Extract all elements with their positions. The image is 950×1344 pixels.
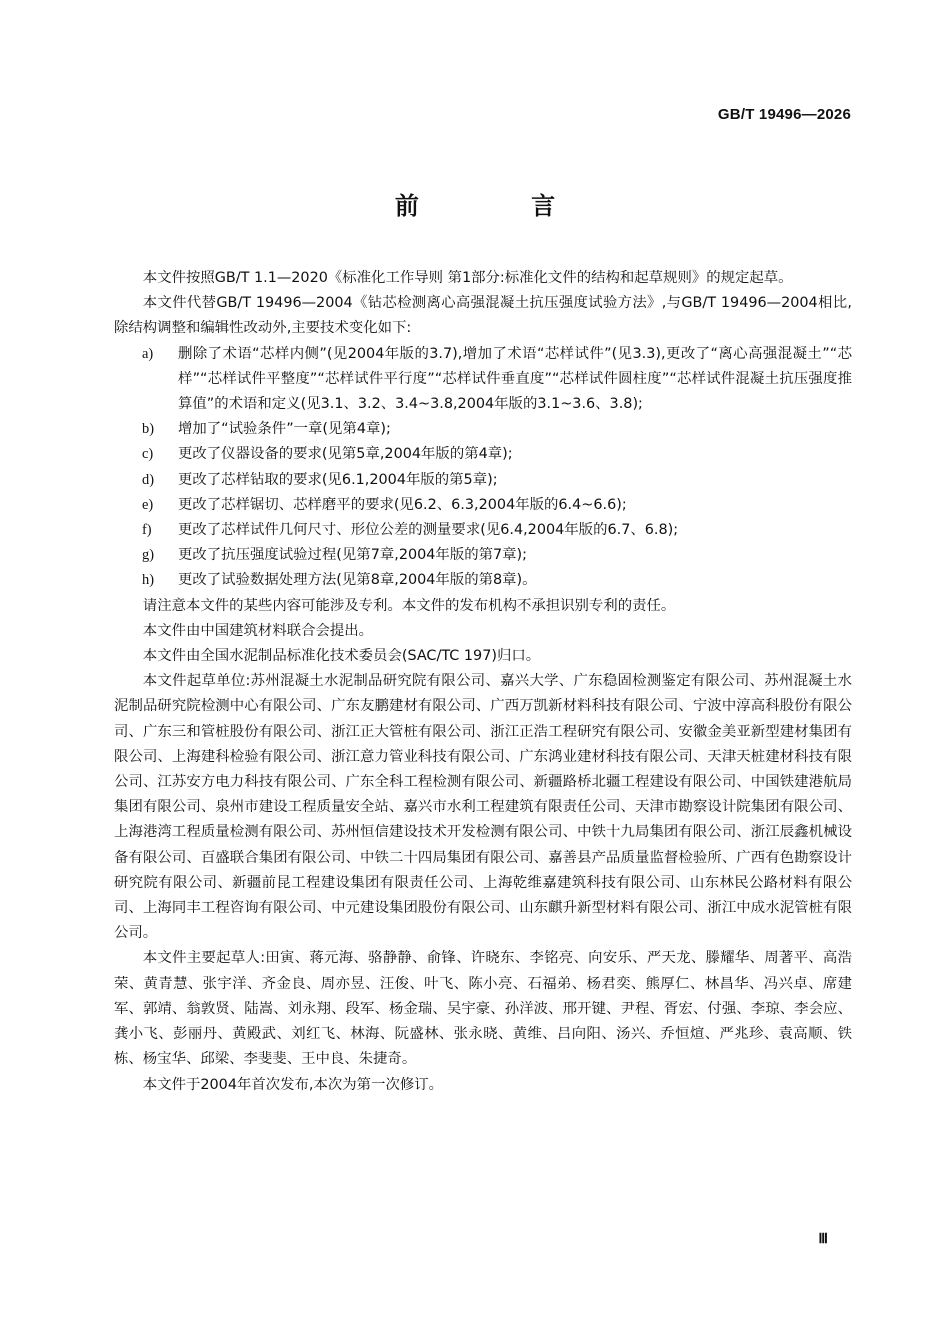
- list-item-label: h): [142, 572, 154, 589]
- paragraph-technical-committee: 本文件由全国水泥制品标准化技术委员会(SAC/TC 197)归口。: [142, 648, 541, 665]
- list-item: [114, 342, 852, 418]
- page-number: Ⅲ: [818, 1232, 828, 1247]
- list-item-label: f): [142, 522, 152, 539]
- list-item: [114, 543, 852, 568]
- page-title: 前 言: [394, 192, 608, 220]
- list-item: [114, 417, 852, 442]
- list-item: [114, 518, 852, 543]
- list-item-text: 更改了抗压强度试验过程(见第7章,2004年版的第7章);: [178, 547, 528, 564]
- paragraph-proposer: 本文件由中国建筑材料联合会提出。: [142, 622, 374, 639]
- list-item-text: 更改了芯样锯切、芯样磨平的要求(见6.2、6.3,2004年版的6.4~6.6);: [178, 496, 627, 513]
- foreword-body: [114, 266, 852, 1098]
- list-item: [114, 493, 852, 518]
- list-item: [114, 468, 852, 493]
- changes-list: [114, 342, 852, 594]
- paragraph-release-history: 本文件于2004年首次发布,本次为第一次修订。: [142, 1076, 444, 1093]
- paragraph-patent-notice: 请注意本文件的某些内容可能涉及专利。本文件的发布机构不承担识别专利的责任。: [142, 597, 676, 614]
- list-item-text: 更改了芯样试件几何尺寸、形位公差的测量要求(见6.4,2004年版的6.7、6.8);: [178, 522, 679, 539]
- paragraph-replacement: 本文件代替GB/T 19496—2004《钻芯检测离心高强混凝土抗压强度试验方法》,与GB/T 19496—2004相比,除结构调整和编辑性改动外,主要技术变化如下:: [114, 295, 852, 337]
- paragraph-drafting-units: 本文件起草单位:苏州混凝土水泥制品研究院有限公司、嘉兴大学、广东稳固检测鉴定有限公司、苏州混凝土水泥制品研究院检测中心有限公司、广东友鹏建材有限公司、广西万凯新材料科技有限公司、宁波中淳高科股份有限公司、广东三和管桩股份有限公司、浙江正大管桩有限公司、浙江正浩工程研究有限公司、安徽金美亚新型建材集团有限公司、上海建科检验有限公司、浙江意力管业科技有限公司、广东鸿业建材科技有限公司、天津天桩建材科技有限公司、江苏安方电力科技有限公司、广东全科工程检测有限公司、新疆路桥北疆工程建设有限公司、中国铁建港航局集团有限公司、泉州市建设工程质量安全站、嘉兴市水利工程建筑有限责任公司、天津市勘察设计院集团有限公司、上海港湾工程质量检测有限公司、苏州恒信建设技术开发检测有限公司、中铁十九局集团有限公司、浙江辰鑫机械设备有限公司、百盛联合集团有限公司、中铁二十四局集团有限公司、嘉善县产品质量监督检验所、广西有色勘察设计研究院有限公司、新疆前昆工程建设集团有限责任公司、上海乾维嘉建筑科技有限公司、山东林民公路材料有限公司、上海同丰工程咨询有限公司、中元建设集团股份有限公司、山东麒升新型材料有限公司、浙江中成水泥管桩有限公司。: [114, 673, 852, 942]
- paragraph-drafting-rules: 本文件按照GB/T 1.1—2020《标准化工作导则 第1部分:标准化文件的结构和起草规则》的规定起草。: [142, 270, 793, 286]
- list-item-label: e): [142, 496, 154, 513]
- list-item-text: 删除了术语“芯样内侧”(见2004年版的3.7),增加了术语“芯样试件”(见3.3),更改了“离心高强混凝土”“芯样”“芯样试件平整度”“芯样试件平行度”“芯样试件垂直度”“芯样试件圆柱度”“芯样试件混凝土抗压强度推算值”的术语和定义(见3.1、3.2、3.4~3.8,2004年版的3.1~3.6、3.8);: [178, 345, 852, 413]
- list-item: [114, 442, 852, 467]
- list-item-label: g): [142, 547, 154, 564]
- list-item-text: 更改了仪器设备的要求(见第5章,2004年版的第4章);: [178, 446, 513, 463]
- paragraph-drafters: 本文件主要起草人:田寅、蒋元海、骆静静、俞锋、许晓东、李铭亮、向安乐、严天龙、滕耀华、周著平、高浩荣、黄青慧、张宇洋、齐金良、周亦昱、汪俊、叶飞、陈小亮、石福弟、杨君奕、熊厚仁、林昌华、冯兴卓、席建军、郭靖、翁敦贤、陆嵩、刘永翔、段军、杨金瑞、吴宇豪、孙洋波、邢开键、尹程、胥宏、付强、李琼、李会应、龚小飞、彭丽丹、黄殿武、刘红飞、林海、阮盛林、张永晓、黄维、吕向阳、汤兴、乔恒煊、严兆珍、袁高顺、铁栋、杨宝华、邱梁、李斐斐、王中良、朱捷奇。: [114, 950, 852, 1068]
- list-item: [114, 568, 852, 593]
- list-item-text: 更改了试验数据处理方法(见第8章,2004年版的第8章)。: [178, 572, 537, 589]
- list-item-label: b): [142, 421, 154, 438]
- list-item-text: 增加了“试验条件”一章(见第4章);: [178, 421, 391, 438]
- standard-code: GB/T 19496—2026: [717, 106, 851, 123]
- list-item-label: c): [142, 446, 154, 463]
- list-item-label: a): [142, 345, 154, 362]
- list-item-label: d): [142, 471, 154, 488]
- list-item-text: 更改了芯样钻取的要求(见6.1,2004年版的第5章);: [178, 471, 498, 488]
